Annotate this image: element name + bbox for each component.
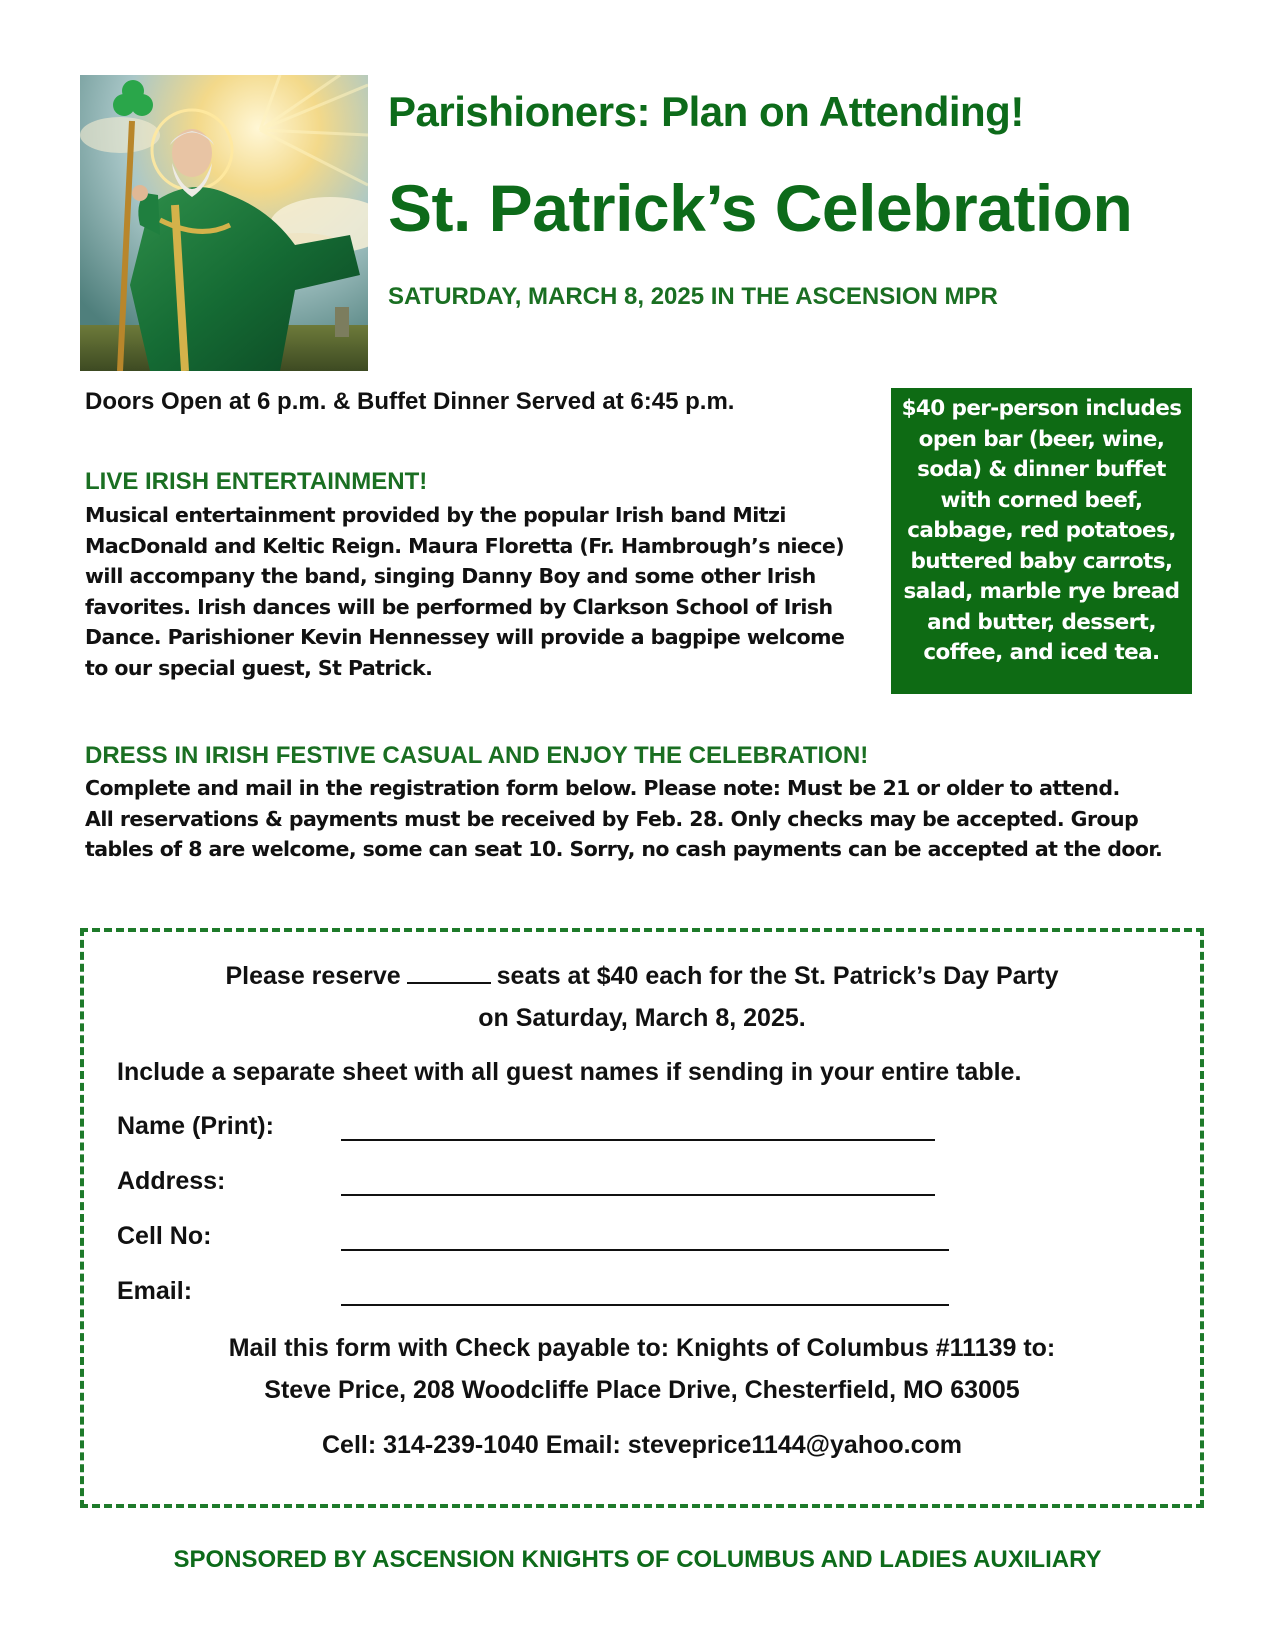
address-field-blank[interactable]	[341, 1194, 935, 1196]
email-field-label: Email:	[117, 1277, 193, 1305]
price-line: and butter, dessert,	[927, 609, 1156, 635]
reserve-date-line: on Saturday, March 8, 2025.	[478, 1004, 806, 1032]
dress-code-heading: DRESS IN IRISH FESTIVE CASUAL AND ENJOY THE CELEBRATION!	[85, 742, 869, 769]
seats-count-blank[interactable]	[407, 962, 491, 984]
reserve-prefix: Please reserve	[225, 962, 401, 990]
registration-note-line: Complete and mail in the registration form below. Please note: Must be 21 or older to attend.	[85, 776, 1120, 800]
registration-note-line: tables of 8 are welcome, some can seat 10. Sorry, no cash payments can be accepted at the door.	[85, 837, 1163, 862]
address-field-row	[117, 1167, 1017, 1199]
entertainment-line: MacDonald and Keltic Reign. Maura Floretta (Fr. Hambrough’s niece)	[85, 533, 845, 558]
entertainment-description	[85, 500, 875, 684]
st-patrick-illustration	[80, 75, 368, 371]
entertainment-line: to our special guest, St Patrick.	[85, 655, 433, 680]
price-line: soda) & dinner buffet	[917, 457, 1166, 482]
price-info-box	[891, 388, 1192, 694]
reserve-seats-line	[84, 962, 1200, 991]
entertainment-line: Musical entertainment provided by the popular Irish band Mitzi	[85, 503, 786, 527]
price-line: salad, marble rye bread	[903, 579, 1180, 604]
entertainment-heading: LIVE IRISH ENTERTAINMENT!	[85, 468, 428, 495]
name-field-row	[117, 1112, 1017, 1144]
registration-note-line: All reservations & payments must be received by Feb. 28. Only checks may be accepted. Group	[85, 806, 1139, 831]
cell-field-label: Cell No:	[117, 1222, 212, 1250]
mail-instructions: Mail this form with Check payable to: Knights of Columbus #11139 to:	[228, 1334, 1056, 1362]
contact-info: Cell: 314-239-1040 Email: steveprice1144@yahoo.com	[321, 1431, 962, 1459]
entertainment-line: Dance. Parishioner Kevin Hennessey will provide a bagpipe welcome	[85, 625, 845, 650]
email-field-blank[interactable]	[341, 1304, 949, 1306]
price-line: open bar (beer, wine,	[918, 426, 1165, 452]
price-line: coffee, and iced tea.	[923, 640, 1160, 665]
price-line: $40 per-person includes	[901, 396, 1182, 421]
cell-field-blank[interactable]	[341, 1249, 949, 1251]
price-line: buttered baby carrots,	[910, 548, 1173, 574]
entertainment-line: favorites. Irish dances will be performed by Clarkson School of Irish	[85, 594, 833, 619]
guest-names-note: Include a separate sheet with all guest names if sending in your entire table.	[117, 1058, 1022, 1086]
sponsor-footer: SPONSORED BY ASCENSION KNIGHTS OF COLUMBUS AND LADIES AUXILIARY	[173, 1546, 1102, 1573]
entertainment-line: will accompany the band, singing Danny Boy and some other Irish	[85, 564, 816, 589]
email-field-row	[117, 1277, 1017, 1309]
registration-notes	[85, 773, 1215, 865]
cell-field-row	[117, 1222, 1017, 1254]
registration-form	[80, 928, 1204, 1508]
name-field-label: Name (Print):	[117, 1112, 274, 1140]
reserve-suffix: seats at $40 each for the St. Patrick’s Day Party	[496, 962, 1059, 990]
price-line: cabbage, red potatoes,	[907, 518, 1176, 543]
price-line: with corned beef,	[940, 487, 1143, 513]
kicker-heading: Parishioners: Plan on Attending!	[388, 88, 1024, 135]
event-date-location: SATURDAY, MARCH 8, 2025 IN THE ASCENSION MPR	[388, 283, 998, 310]
event-title: St. Patrick’s Celebration	[388, 171, 1133, 245]
address-field-label: Address:	[117, 1167, 226, 1195]
mail-address: Steve Price, 208 Woodcliffe Place Drive, Chesterfield, MO 63005	[264, 1376, 1020, 1404]
name-field-blank[interactable]	[341, 1139, 935, 1141]
doors-and-dinner-time: Doors Open at 6 p.m. & Buffet Dinner Served at 6:45 p.m.	[85, 388, 735, 415]
